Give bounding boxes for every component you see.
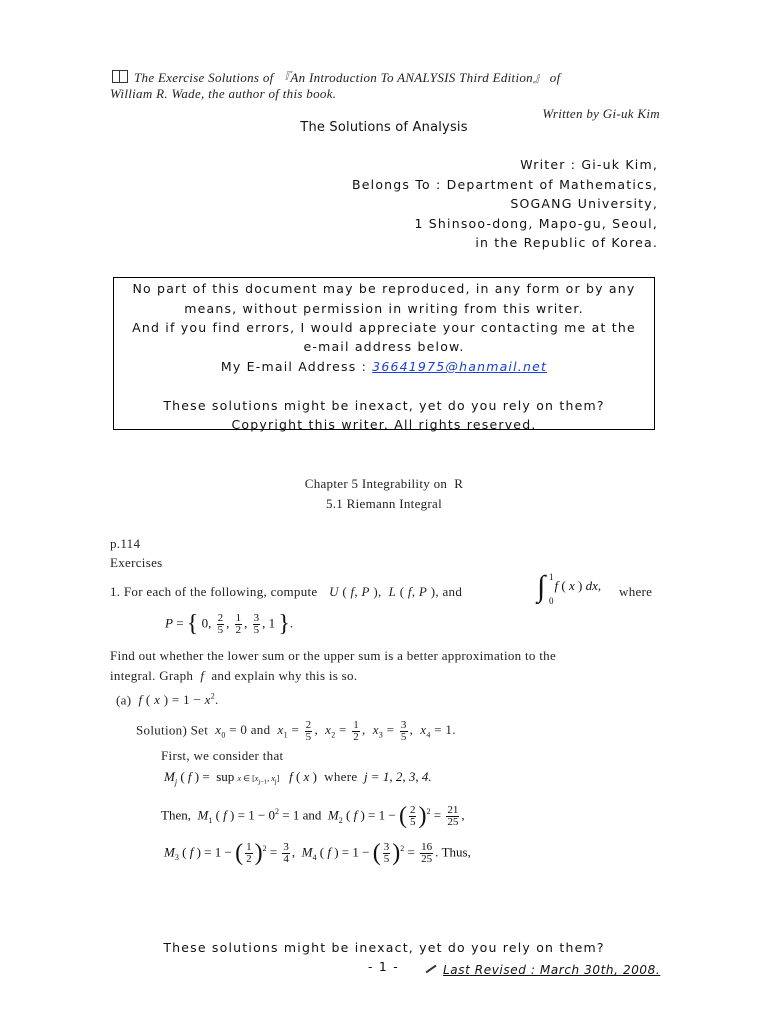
intro-line-2: William R. Wade, the author of this book. [110, 86, 337, 101]
address-department: Belongs To : Department of Mathematics, [351, 177, 658, 192]
section-title: 5.1 Riemann Integral [325, 496, 443, 511]
solution-set-line: Solution) Set $x_0 = 0$ and $x_1$ = $\frac{2}{5}$ , $x_2$ = $\frac{1}{2}$ , $x_3$ = $\frac{3}{5}$ , $x_4 = 1$. [136, 719, 456, 743]
page-title: The Solutions of Analysis [300, 120, 468, 135]
email-link[interactable]: 36641975@hanmail.net [372, 359, 548, 374]
partition-p: P = { 0, $\frac{2}{5}$ , $\frac{1}{2}$ , $\frac{3}{5}$ , 1 }. [165, 611, 294, 637]
page-number: - 1 - [368, 959, 399, 974]
address-writer: Writer : Gi-uk Kim, [520, 157, 658, 172]
notice-line-7: Copyright this writer. All rights reserved. [231, 417, 537, 432]
intro-line-1: The Exercise Solutions of 『An Introduction To ANALYSIS Third Edition』 of [112, 67, 561, 86]
page-reference: p.114 [110, 536, 141, 551]
book-icon [112, 70, 128, 83]
reals-symbol: R [454, 476, 464, 491]
address-university: SOGANG University, [510, 196, 658, 211]
exercises-heading: Exercises [110, 555, 163, 570]
first-consider: First, we consider that [161, 748, 284, 763]
address-street: 1 Shinsoo-dong, Mapo-gu, Seoul, [414, 216, 658, 231]
email-line [114, 359, 654, 374]
footer-disclaimer: These solutions might be inexact, yet do you rely on them? [163, 940, 605, 955]
notice-line-2: means, without permission in writing from this writer. [184, 301, 584, 316]
written-by: Written by Gi-uk Kim [542, 106, 660, 121]
notice-line-4: e-mail address below. [303, 339, 465, 354]
notice-line-6: These solutions might be inexact, yet do you rely on them? [163, 398, 605, 413]
pencil-icon [426, 965, 437, 974]
supremum-definition: $M_j$ ( f ) = sup x ∈ [$x_{j-1}$, $x_j$] f ( x ) where j = 1, 2, 3, 4. [164, 769, 432, 787]
chapter-title: Chapter 5 Integrability on R [304, 476, 464, 491]
m1-m2-values: Then, $M_1$ ( f ) = $1 - 0^2 = 1$ and $M_2$ ( f ) = 1 − ( $\frac{2}{5}$ )$^2$ = $\frac{21}{25}$ , [161, 803, 465, 829]
last-revised-line: Last Revised : March 30th, 2008. [425, 959, 660, 978]
graph-line: integral. Graph f and explain why this is so. [110, 668, 358, 683]
m3-m4-values: $M_3$ ( f ) = 1 − ( $\frac{1}{2}$ )$^2$ = $\frac{3}{4}$ , $M_4$ ( f ) = 1 − ( $\frac{3}{5}$ )$^2$ = $\frac{16}{25}$ . Thus, [164, 840, 471, 866]
problem-where: where [619, 584, 653, 599]
copyright-notice-box [113, 277, 655, 430]
notice-line-1: No part of this document may be reproduced, in any form or by any [132, 281, 636, 296]
find-out-line: Find out whether the lower sum or the upper sum is a better approximation to the [110, 648, 557, 663]
part-a: (a) f ( x ) = $1 - x^2$. [116, 692, 219, 708]
address-country: in the Republic of Korea. [475, 235, 658, 250]
integral-expression: ∫ 1 0 f ( x ) dx, [537, 570, 602, 606]
email-label: My E-mail Address : [220, 359, 373, 374]
notice-line-3: And if you find errors, I would appreciate your contacting me at the [132, 320, 636, 335]
problem-1-statement: 1. For each of the following, compute U ( f, P ), L ( f, P ), and [110, 584, 463, 599]
